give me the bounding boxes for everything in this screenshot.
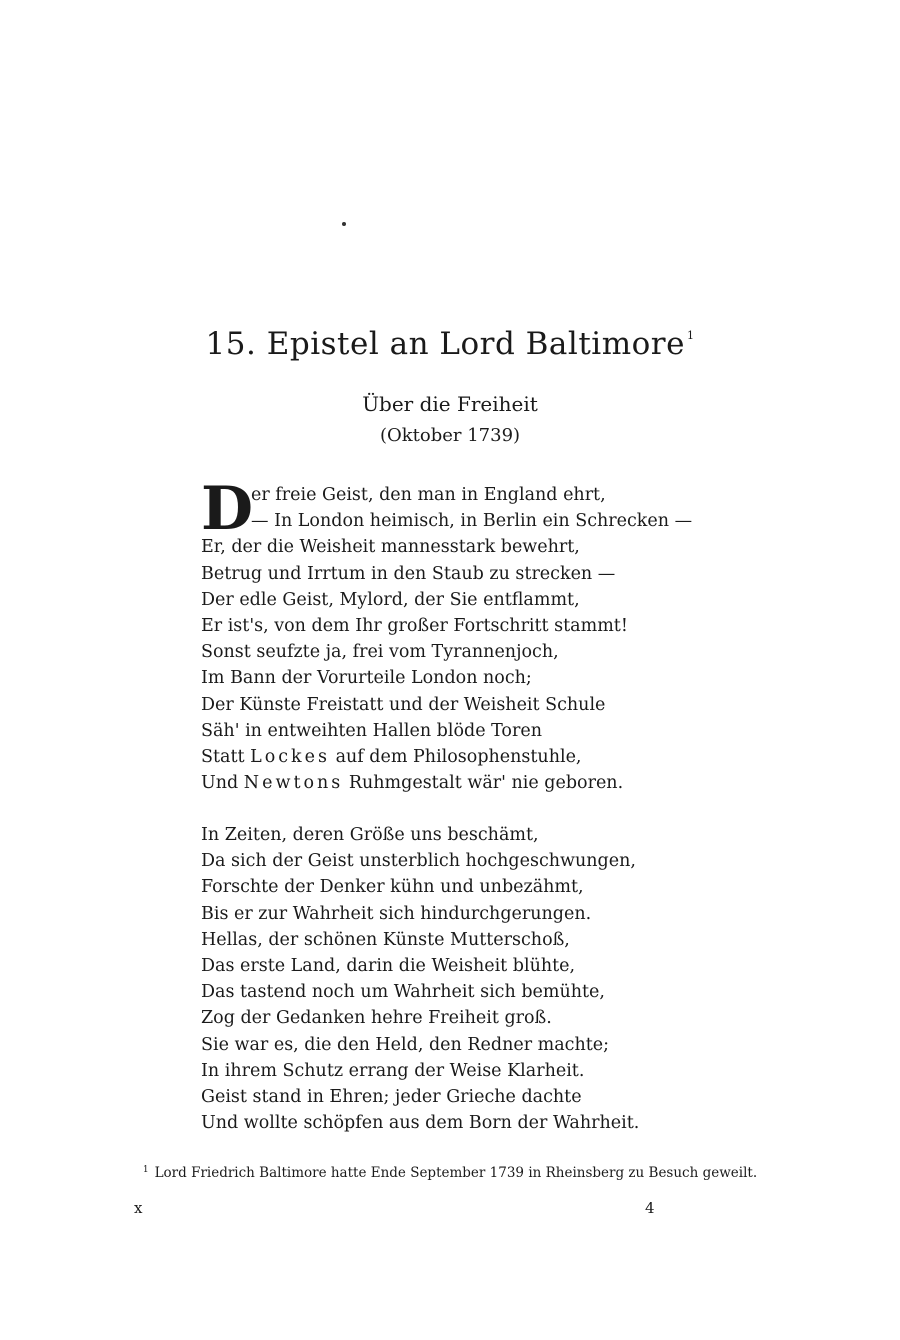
line-text: auf dem Philosophenstuhle, (330, 746, 582, 767)
page-number: 4 (645, 1199, 655, 1217)
poem-line: Sie war es, die den Held, den Redner machte; (201, 1034, 610, 1055)
ink-speck (342, 222, 346, 226)
line-text: Und (201, 773, 244, 794)
poem-line-locke (201, 744, 761, 770)
poem-line: Säh' in entweihten Hallen blöde Toren (201, 720, 542, 741)
poem-line: Hellas, der schönen Künste Mutterschoß, (201, 929, 570, 950)
drop-cap: D (201, 474, 254, 544)
poem-line: Zog der Gedanken hehre Freiheit groß. (201, 1008, 552, 1029)
poem-line: In Zeiten, deren Größe uns beschämt, (201, 825, 539, 845)
line-text: Statt (201, 746, 251, 767)
title-text: Epistel an Lord Baltimore (266, 326, 685, 362)
poem-line: Forschte der Denker kühn und unbezähmt, (201, 877, 584, 898)
poem-line: Er ist's, von dem Ihr großer Fortschritt stammt! (201, 615, 628, 636)
stanza-1 (201, 474, 761, 796)
poem-line: In ihrem Schutz errang der Weise Klarheit. (201, 1060, 585, 1081)
poem-line: er freie Geist, den man in England ehrt, (251, 485, 606, 505)
title-number: 15. (205, 326, 257, 362)
footnote-reference: 1 (686, 329, 695, 342)
footnote (0, 1165, 900, 1181)
stanza-2 (201, 822, 761, 1136)
poem-line: Geist stand in Ehren; jeder Grieche dachte (201, 1086, 582, 1107)
signature-mark: x (134, 1199, 143, 1217)
poem-line: Das tastend noch um Wahrheit sich bemühte, (201, 982, 605, 1003)
poem-line: Und wollte schöpfen aus dem Born der Wahrheit. (201, 1113, 640, 1134)
page-title (0, 326, 900, 362)
name-locke: Lockes (250, 746, 330, 767)
poem-line-newton (201, 770, 761, 796)
footnote-marker: 1 (142, 1165, 149, 1175)
poem-line: Der edle Geist, Mylord, der Sie entflammt, (201, 589, 580, 610)
poem-line: Im Bann der Vorurteile London noch; (201, 668, 532, 689)
poem-line: Betrug und Irrtum in den Staub zu strecken — (201, 563, 616, 584)
subtitle: Über die Freiheit (362, 392, 538, 416)
poem-line: Der Künste Freistatt und der Weisheit Schule (201, 694, 606, 715)
poem-line: Da sich der Geist unsterblich hochgeschwungen, (201, 851, 636, 872)
name-newton: Newtons (243, 773, 344, 794)
poem-line: Das erste Land, darin die Weisheit blühte, (201, 955, 576, 976)
poem-line: Er, der die Weisheit mannesstark bewehrt, (201, 537, 580, 558)
poem-line: Bis er zur Wahrheit sich hindurchgerungen. (201, 903, 592, 924)
poem-line: Sonst seufzte ja, frei vom Tyrannenjoch, (201, 642, 559, 663)
poem-line: — In London heimisch, in Berlin ein Schrecken — (251, 511, 693, 532)
footnote-text: Lord Friedrich Baltimore hatte Ende September 1739 in Rheinsberg zu Besuch geweilt. (154, 1165, 758, 1181)
line-text: Ruhmgestalt wär' nie geboren. (343, 773, 624, 794)
date-line: (Oktober 1739) (379, 425, 521, 446)
